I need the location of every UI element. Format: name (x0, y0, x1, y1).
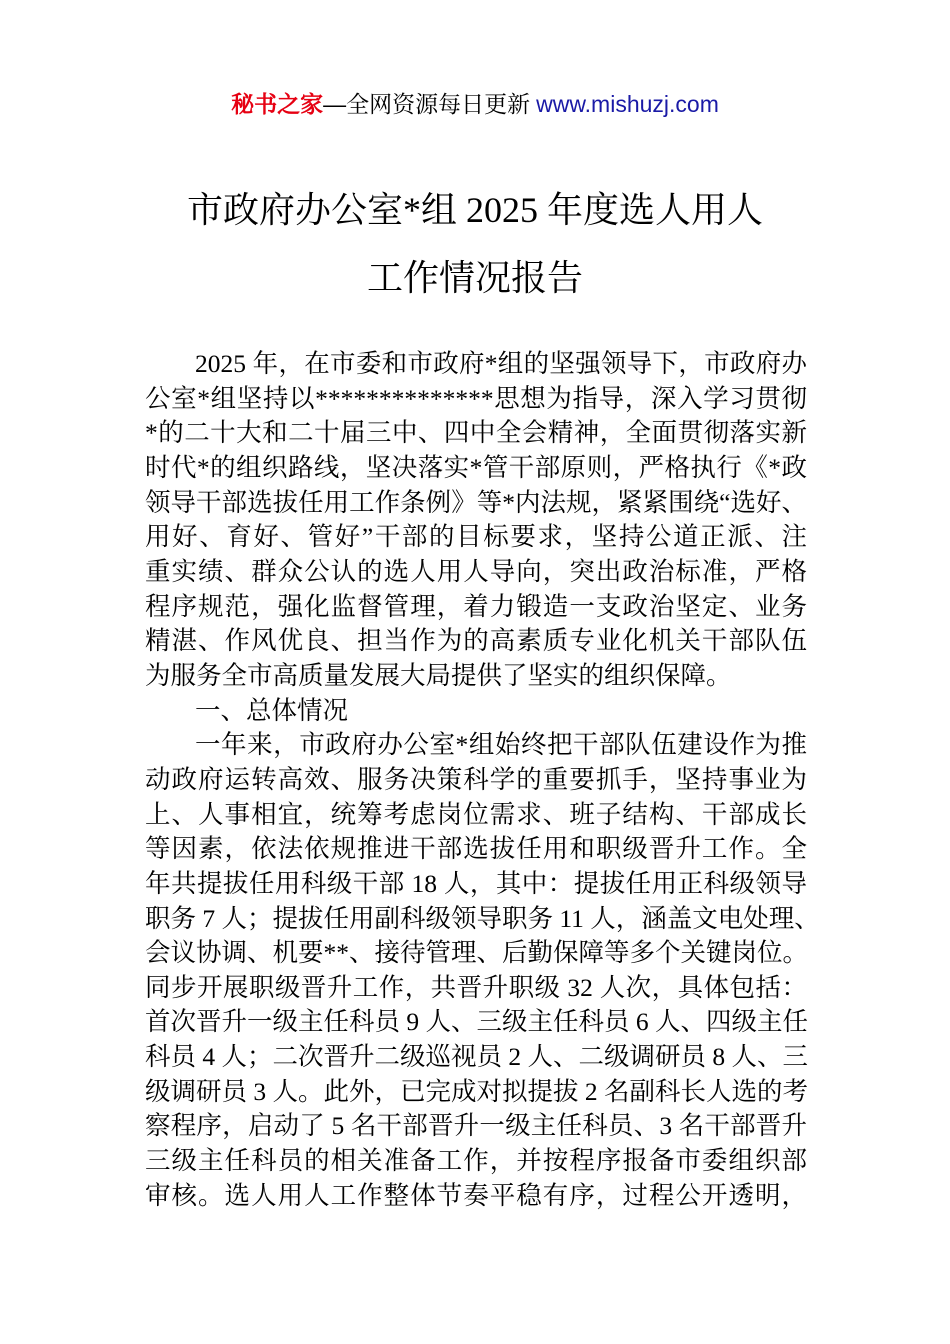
header-slogan: —全网资源每日更新 (323, 91, 531, 117)
site-url-link[interactable]: www.mishuzj.com (536, 91, 719, 117)
paragraph-1-line: 领导干部选拔任用工作条例》等*内法规，紧紧围绕“选好、 (145, 487, 807, 517)
paragraph-2-line: 一年来，市政府办公室*组始终把干部队伍建设作为推 (195, 730, 807, 760)
brand-name: 秘书之家 (231, 91, 324, 117)
paragraph-2-line: 三级主任科员的相关准备工作，并按程序报备市委组织部 (145, 1146, 807, 1176)
document-body (145, 347, 820, 1213)
paragraph-2-line: 等因素，依法依规推进干部选拔任用和职级晋升工作。全 (145, 834, 807, 864)
paragraph-1-line: 精湛、作风优良、担当作为的高素质专业化机关干部队伍 (145, 626, 807, 656)
section-heading: 一、总体情况 (195, 695, 349, 725)
paragraph-2-line: 首次晋升一级主任科员 9 人、三级主任科员 6 人、四级主任 (145, 1007, 809, 1037)
paragraph-2-line: 级调研员 3 人。此外，已完成对拟提拔 2 名副科长人选的考 (145, 1076, 809, 1106)
paragraph-2-line: 科员 4 人；二次晋升二级巡视员 2 人、二级调研员 8 人、三 (145, 1042, 809, 1072)
paragraph-1-line: 程序规范，强化监督管理，着力锻造一支政治坚定、业务 (145, 591, 807, 621)
paragraph-2-line: 同步开展职级晋升工作，共晋升职级 32 人次，具体包括： (145, 972, 807, 1002)
paragraph-1-line: 时代*的组织路线，坚决落实*管干部原则，严格执行《*政 (145, 452, 807, 482)
paragraph-2-line: 动政府运转高效、服务决策科学的重要抓手，坚持事业为 (145, 764, 807, 794)
paragraph-2-line: 上、人事相宜，统筹考虑岗位需求、班子结构、干部成长 (145, 799, 807, 829)
paragraph-2-line: 年共提拔任用科级干部 18 人，其中：提拔任用正科级领导 (145, 868, 807, 898)
paragraph-2-line: 审核。选人用人工作整体节奏平稳有序，过程公开透明， (145, 1180, 807, 1210)
paragraph-1-line: 重实绩、群众公认的选人用人导向，突出政治标准，严格 (145, 556, 807, 586)
paragraph-1-line: 用好、育好、管好”干部的目标要求，坚持公道正派、注 (145, 522, 807, 552)
paragraph-1-line: 2025 年，在市委和市政府*组的坚强领导下，市政府办 (195, 349, 807, 378)
paragraph-1-line: 为服务全市高质量发展大局提供了坚实的组织保障。 (145, 660, 732, 690)
paragraph-2-line: 职务 7 人；提拔任用副科级领导职务 11 人，涵盖文电处理、 (145, 903, 820, 933)
document-title-line-2: 工作情况报告 (366, 258, 583, 298)
paragraph-2-line: 会议协调、机要**、接待管理、后勤保障等多个关键岗位。 (145, 938, 809, 968)
paragraph-1-line: 公室*组坚持以**************思想为指导，深入学习贯彻 (145, 383, 807, 413)
paragraph-1-line: *的二十大和二十届三中、四中全会精神，全面贯彻落实新 (145, 418, 807, 448)
document-title-line-1: 市政府办公室*组 2025 年度选人用人 (186, 190, 763, 230)
paragraph-2-line: 察程序，启动了 5 名干部晋升一级主任科员、3 名干部晋升 (145, 1111, 807, 1141)
site-header (0, 88, 950, 120)
